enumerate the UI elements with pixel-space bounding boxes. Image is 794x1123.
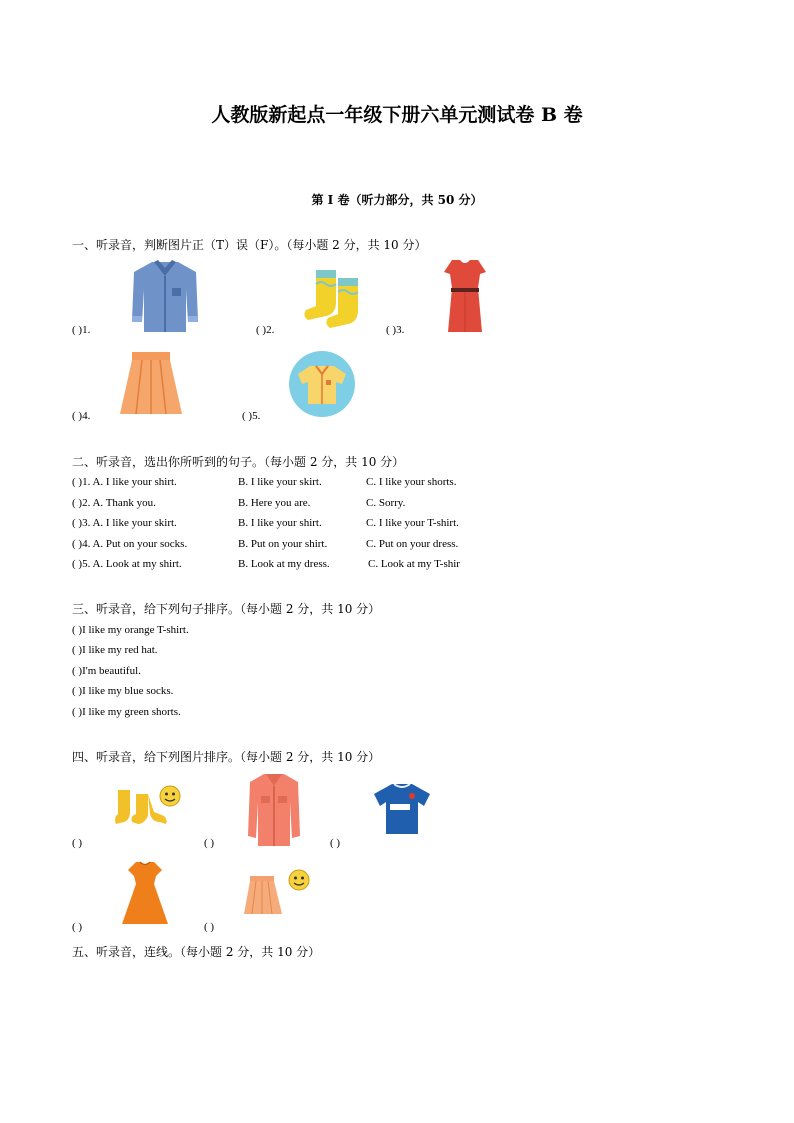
s1-item-3[interactable]: ( )3. [386, 324, 405, 336]
s1-item-4[interactable]: ( )4. [72, 410, 91, 422]
s2-row-5-b: B. Look at my dress. [238, 558, 330, 570]
s2-row-3-a[interactable]: ( )3. A. I like your skirt. [72, 517, 177, 529]
red-dress-image [442, 258, 488, 334]
s2-row-1-c: C. I like your shorts. [366, 476, 457, 488]
s2-row-5-c: C. Look at my T-shir [368, 558, 460, 570]
s2-row-2-c: C. Sorry. [366, 497, 406, 509]
s4-blank-4[interactable]: ( ) [72, 921, 83, 933]
s4-blank-5[interactable]: ( ) [204, 921, 215, 933]
s4-blank-3[interactable]: ( ) [330, 837, 341, 849]
s4-blank-2[interactable]: ( ) [204, 837, 215, 849]
s2-row-3-c: C. I like your T-shirt. [366, 517, 459, 529]
socks-smiley-image [114, 784, 182, 828]
section-2-heading: 二、听录音，选出你所听到的句子。（每小题 2 分，共 10 分） [72, 455, 405, 469]
s3-item-5[interactable]: ( )I like my green shorts. [72, 706, 181, 718]
s3-item-3[interactable]: ( )I'm beautiful. [72, 665, 141, 677]
section-4-heading: 四、听录音，给下列图片排序。（每小题 2 分，共 10 分） [72, 750, 381, 764]
s3-item-2[interactable]: ( )I like my red hat. [72, 644, 158, 656]
s1-item-1[interactable]: ( )1. [72, 324, 91, 336]
blue-tshirt-image [372, 782, 432, 836]
s2-row-2-a[interactable]: ( )2. A. Thank you. [72, 497, 156, 509]
orange-skirt-image [118, 350, 184, 416]
s2-row-4-a[interactable]: ( )4. A. Put on your socks. [72, 538, 188, 550]
s2-row-1-b: B. I like your skirt. [238, 476, 322, 488]
orange-dress-image [120, 860, 170, 926]
yellow-socks-image [302, 266, 370, 330]
s2-row-5-a[interactable]: ( )5. A. Look at my shirt. [72, 558, 182, 570]
s4-blank-1[interactable]: ( ) [72, 837, 83, 849]
blue-shirt-image [130, 260, 200, 334]
s2-row-2-b: B. Here you are. [238, 497, 311, 509]
yellow-tshirt-circle-image [288, 350, 356, 418]
section-1-heading: 一、听录音，判断图片正（T）误（F）。（每小题 2 分，共 10 分） [72, 238, 427, 252]
s2-row-1-a[interactable]: ( )1. A. I like your shirt. [72, 476, 177, 488]
s2-row-4-b: B. Put on your shirt. [238, 538, 328, 550]
s3-item-4[interactable]: ( )I like my blue socks. [72, 685, 174, 697]
part-heading: 第 I 卷（听力部分，共 50 分） [311, 193, 483, 207]
s2-row-3-b: B. I like your shirt. [238, 517, 322, 529]
coral-jacket-image [246, 772, 302, 848]
page-title: 人教版新起点一年级下册六单元测试卷 B 卷 [211, 104, 583, 126]
section-5-heading: 五、听录音，连线。（每小题 2 分，共 10 分） [72, 945, 321, 959]
skirt-smiley-image [244, 868, 312, 918]
s1-item-5[interactable]: ( )5. [242, 410, 261, 422]
section-3-heading: 三、听录音，给下列句子排序。（每小题 2 分，共 10 分） [72, 602, 381, 616]
s3-item-1[interactable]: ( )I like my orange T-shirt. [72, 624, 189, 636]
s2-row-4-c: C. Put on your dress. [366, 538, 459, 550]
s1-item-2[interactable]: ( )2. [256, 324, 275, 336]
